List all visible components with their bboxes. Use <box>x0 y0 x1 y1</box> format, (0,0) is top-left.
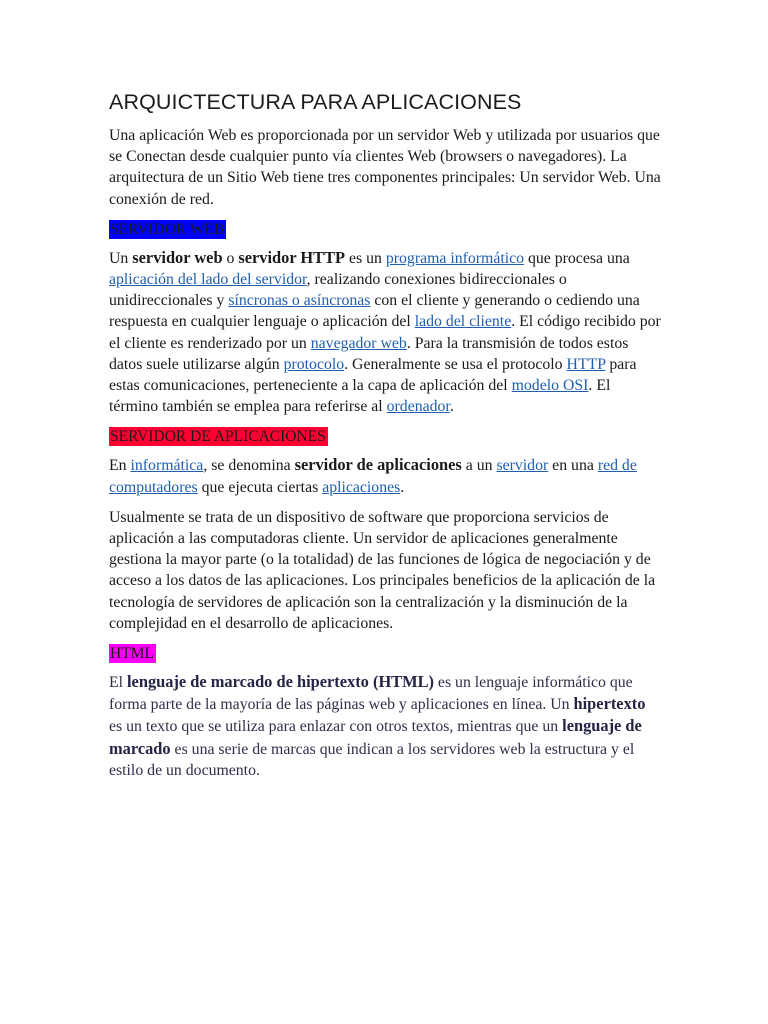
servidor-aplicaciones-paragraph-2: Usualmente se trata de un dispositivo de software que proporciona servicios de aplicación a las computadoras cliente. Un servidor de aplicaciones generalmente gestiona la mayor parte (o la totalidad) de las funciones de lógica de negociación y de acceso a los datos de las aplicaciones. Los principales beneficios de la aplicación de la tecnología de servidores de aplicación son la centralización y la disminución de la complejidad en el desarrollo de aplicaciones. <box>109 508 656 632</box>
link-aplicaciones[interactable]: aplicaciones <box>322 478 401 496</box>
document-title: ARQUICTECTURA PARA APLICACIONES <box>109 90 522 114</box>
link-navegador-web[interactable]: navegador web <box>310 334 407 352</box>
text: es un <box>345 249 386 267</box>
text: . Generalmente se usa el protocolo <box>344 355 567 373</box>
heading-html: HTML <box>110 645 154 663</box>
bold-term-hipertexto: hipertexto <box>573 694 646 714</box>
text: . <box>449 398 454 416</box>
text: es una serie de marcas que indican a los servidores web la estructura y el estilo de un documento. <box>109 740 635 779</box>
bold-term-servidor-web: servidor web <box>132 247 223 267</box>
link-aplicacion-lado-servidor[interactable]: aplicación del lado del servidor <box>109 271 307 289</box>
intro-paragraph: Una aplicación Web es proporcionada por un servidor Web y utilizada por usuarios que se Conectan desde cualquier punto vía clientes Web (browsers o navegadores). La arquitectura de un Sitio Web tiene tres componentes principales: Un servidor Web. Una conexión de red. <box>109 127 661 208</box>
link-http[interactable]: HTTP <box>566 355 606 373</box>
text: a un <box>461 457 497 475</box>
bold-term-servidor-http: servidor HTTP <box>238 247 346 267</box>
text: en una <box>548 457 598 475</box>
section-servidor-web <box>109 219 661 418</box>
text: . Para la transmisión de todos estos datos suele utilizarse algún <box>109 334 629 373</box>
link-programa-informatico[interactable]: programa informático <box>385 249 525 267</box>
bold-term-servidor-aplicaciones: servidor de aplicaciones <box>294 455 462 475</box>
text: , se denomina <box>203 457 295 475</box>
text: que ejecuta ciertas <box>197 478 323 496</box>
text: que procesa una <box>524 249 630 267</box>
text: . <box>400 478 405 496</box>
text: , realizando conexiones bidireccionales o unidireccionales y <box>109 271 567 310</box>
text: En <box>109 457 131 475</box>
text: es un lenguaje informático que forma parte de la mayoría de las páginas web y aplicaciones en línea. Un <box>109 674 633 714</box>
heading-servidor-aplicaciones: SERVIDOR DE APLICACIONES <box>110 428 326 446</box>
link-protocolo[interactable]: protocolo <box>283 355 345 373</box>
link-ordenador[interactable]: ordenador <box>386 398 450 416</box>
link-modelo-osi[interactable]: modelo OSI <box>511 377 589 395</box>
text: o <box>222 249 239 267</box>
link-lado-del-cliente[interactable]: lado del cliente <box>414 313 512 331</box>
servidor-aplicaciones-paragraph-1 <box>109 454 661 497</box>
text: . El término también se emplea para referirse al <box>109 377 611 416</box>
text: con el cliente y generando o cediendo una respuesta en cualquier lenguaje o aplicación del <box>109 292 640 331</box>
bold-term-lenguaje-marcado-hipertexto: lenguaje de marcado de hipertexto (HTML) <box>127 672 434 692</box>
text: . El código recibido por el cliente es renderizado por un <box>109 313 661 352</box>
text: para estas comunicaciones, perteneciente a la capa de aplicación del <box>109 355 637 395</box>
bold-term-lenguaje-de-marcado: lenguaje de marcado <box>109 716 642 758</box>
servidor-web-paragraph <box>109 247 661 418</box>
text: Un <box>109 249 133 267</box>
link-servidor[interactable]: servidor <box>496 457 549 475</box>
link-sincronas-asincronas[interactable]: síncronas o asíncronas <box>228 292 371 310</box>
text: El <box>109 674 127 692</box>
link-red-de-computadores[interactable]: red de computadores <box>109 457 637 496</box>
section-html <box>109 643 661 781</box>
link-informatica[interactable]: informática <box>130 457 204 475</box>
document-page <box>109 88 661 790</box>
section-servidor-aplicaciones <box>109 426 661 634</box>
text: es un texto que se utiliza para enlazar con otros textos, mientras que un <box>109 718 563 736</box>
heading-servidor-web: SERVIDOR WEB <box>110 220 225 238</box>
html-paragraph <box>109 671 661 781</box>
